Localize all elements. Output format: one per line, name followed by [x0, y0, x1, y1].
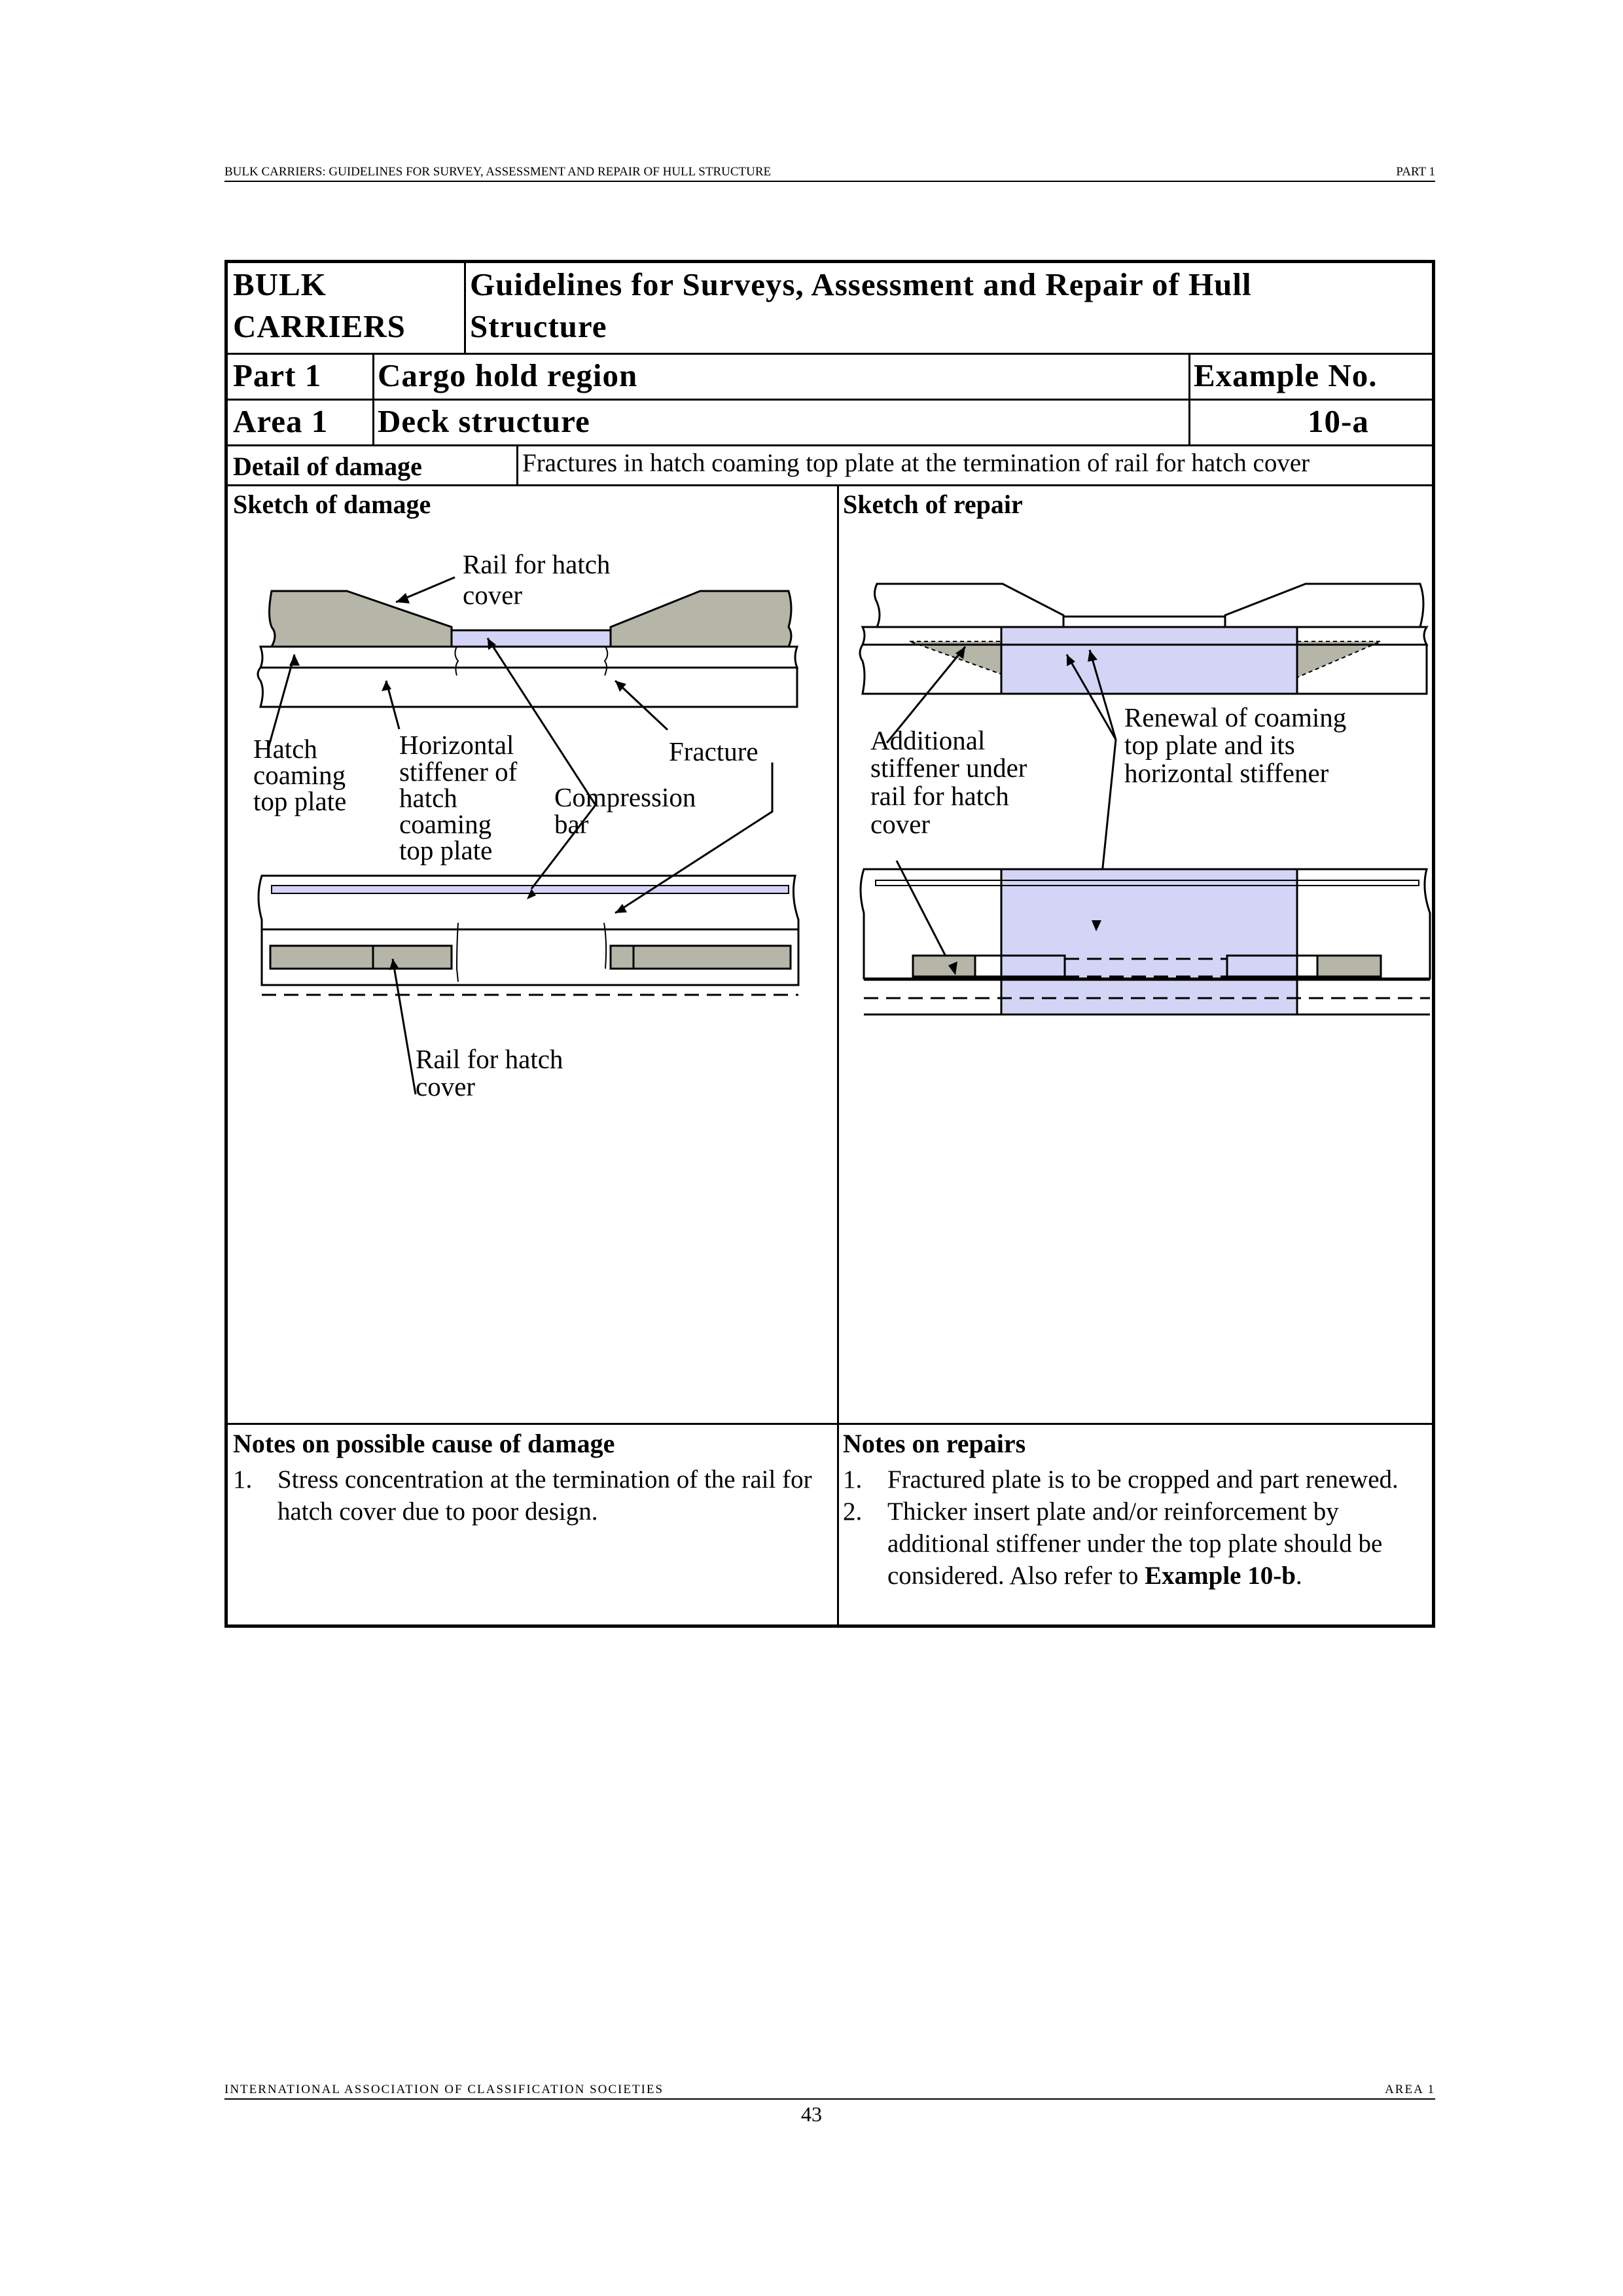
title-left-1: BULK — [233, 266, 327, 302]
label-rail-bottom-2: cover — [416, 1071, 476, 1102]
label-add-3: rail for hatch — [870, 781, 1009, 811]
label-add-1: Additional — [870, 725, 986, 755]
rule-v-title — [464, 263, 466, 353]
part-value: Cargo hold region — [378, 357, 638, 393]
label-horiz-5: top plate — [399, 835, 493, 865]
plan-rail-right — [611, 946, 791, 969]
repair-rail-outline-right — [1225, 584, 1423, 627]
label-renew-1: Renewal of coaming — [1124, 702, 1347, 732]
note-number: 1. — [233, 1465, 253, 1494]
area-label: Area 1 — [233, 403, 329, 439]
header-part: PART 1 — [1396, 165, 1435, 179]
example-label: Example No. — [1194, 357, 1378, 393]
detail-label: Detail of damage — [233, 452, 422, 481]
footer-org: INTERNATIONAL ASSOCIATION OF CLASSIFICATION SOCIETIES — [224, 2083, 664, 2096]
label-add-4: cover — [870, 809, 931, 839]
page-header — [224, 165, 1435, 182]
area-value: Deck structure — [378, 403, 590, 439]
sketch-repair-label: Sketch of repair — [843, 490, 1023, 519]
arrow-hatch — [289, 655, 300, 666]
label-fracture: Fracture — [669, 736, 758, 766]
label-renew-2: top plate and its — [1124, 730, 1295, 760]
rule-v-detail — [516, 444, 518, 484]
notes-damage-label: Notes on possible cause of damage — [233, 1429, 615, 1458]
rule-v-part — [372, 353, 374, 444]
repair-plan-grey-right — [1317, 956, 1381, 977]
example-reference: Example 10-b — [1145, 1562, 1296, 1590]
rule-area — [228, 444, 1432, 446]
repair-renewal-zone — [1001, 627, 1297, 694]
plan-rail-left — [270, 946, 452, 969]
rule-v-mid — [837, 484, 839, 1624]
label-rail-1: Rail for hatch — [463, 550, 611, 579]
sketch-damage-label: Sketch of damage — [233, 490, 431, 519]
note-text-end: . — [1295, 1562, 1302, 1590]
fracture-line-right — [605, 647, 607, 675]
repair-top-bar — [1063, 617, 1225, 627]
plan-fracture-left — [457, 923, 458, 982]
rule-detail — [228, 484, 1432, 486]
label-hatch-1: Hatch — [253, 734, 317, 764]
footer-area: AREA 1 — [1385, 2083, 1435, 2096]
note-number: 2. — [843, 1498, 863, 1526]
note-text — [887, 1496, 1429, 1592]
label-horiz-3: hatch — [399, 783, 457, 813]
repair-plan-zone — [1001, 869, 1297, 1014]
title-right-2: Structure — [470, 308, 607, 344]
rail-left-shape — [270, 591, 452, 647]
part-label: Part 1 — [233, 357, 322, 393]
label-rail-bottom-1: Rail for hatch — [416, 1044, 563, 1074]
list-item — [843, 1463, 1429, 1496]
label-add-2: stiffener under — [870, 753, 1027, 783]
notes-repair-list — [843, 1463, 1429, 1592]
compression-bar — [452, 630, 611, 647]
list-item — [233, 1463, 829, 1528]
note-text-body: Thicker insert plate and/or reinforcement by additional stiffener under the top plate should be considered. Also refer to — [887, 1498, 1383, 1590]
fracture-line-left — [455, 647, 458, 675]
label-horiz-1: Horizontal — [399, 730, 514, 760]
rail-right-shape — [611, 591, 791, 647]
label-hatch-3: top plate — [253, 786, 347, 816]
damage-sketch — [249, 550, 825, 1119]
label-hatch-2: coaming — [253, 760, 346, 790]
page-number: 43 — [801, 2102, 822, 2126]
label-renew-3: horizontal stiffener — [1124, 758, 1329, 788]
repair-plan-grey-left — [913, 956, 975, 977]
notes-repair-label: Notes on repairs — [843, 1429, 1026, 1458]
rule-title — [228, 353, 1432, 355]
label-compression-1: Compression — [554, 782, 696, 812]
label-horiz-4: coaming — [399, 809, 492, 839]
title-right-1: Guidelines for Surveys, Assessment and Repair of Hull — [470, 266, 1252, 302]
arrow-fracture-plan — [615, 904, 627, 913]
rule-v-example — [1188, 353, 1190, 444]
title-left-2: CARRIERS — [233, 308, 406, 344]
leader-fracture — [615, 681, 668, 730]
note-number: 1. — [843, 1465, 863, 1494]
example-number: 10-a — [1308, 403, 1369, 439]
repair-stiffener-right — [1297, 641, 1381, 677]
page-footer — [224, 2083, 1435, 2100]
detail-value: Fractures in hatch coaming top plate at the termination of rail for hatch cover — [522, 449, 1310, 477]
label-rail-2: cover — [463, 580, 523, 610]
arrow-rail — [396, 593, 410, 603]
arrow-horiz — [382, 681, 391, 691]
note-text: Stress concentration at the termination of the rail for hatch cover due to poor design. — [277, 1465, 812, 1526]
notes-damage-list — [233, 1463, 829, 1528]
coaming-plate — [260, 647, 797, 668]
rule-notes — [228, 1423, 1432, 1425]
list-item — [843, 1496, 1429, 1592]
note-text: Fractured plate is to be cropped and part renewed. — [887, 1465, 1399, 1494]
repair-sketch — [851, 569, 1440, 1028]
header-title: BULK CARRIERS: GUIDELINES FOR SURVEY, ASSESSMENT AND REPAIR OF HULL STRUCTURE — [224, 165, 772, 179]
label-compression-2: bar — [554, 809, 589, 839]
rule-part — [228, 399, 1432, 401]
leader-rail-plan — [393, 959, 416, 1094]
repair-rail-outline — [875, 584, 1064, 627]
label-horiz-2: stiffener of — [399, 757, 518, 787]
